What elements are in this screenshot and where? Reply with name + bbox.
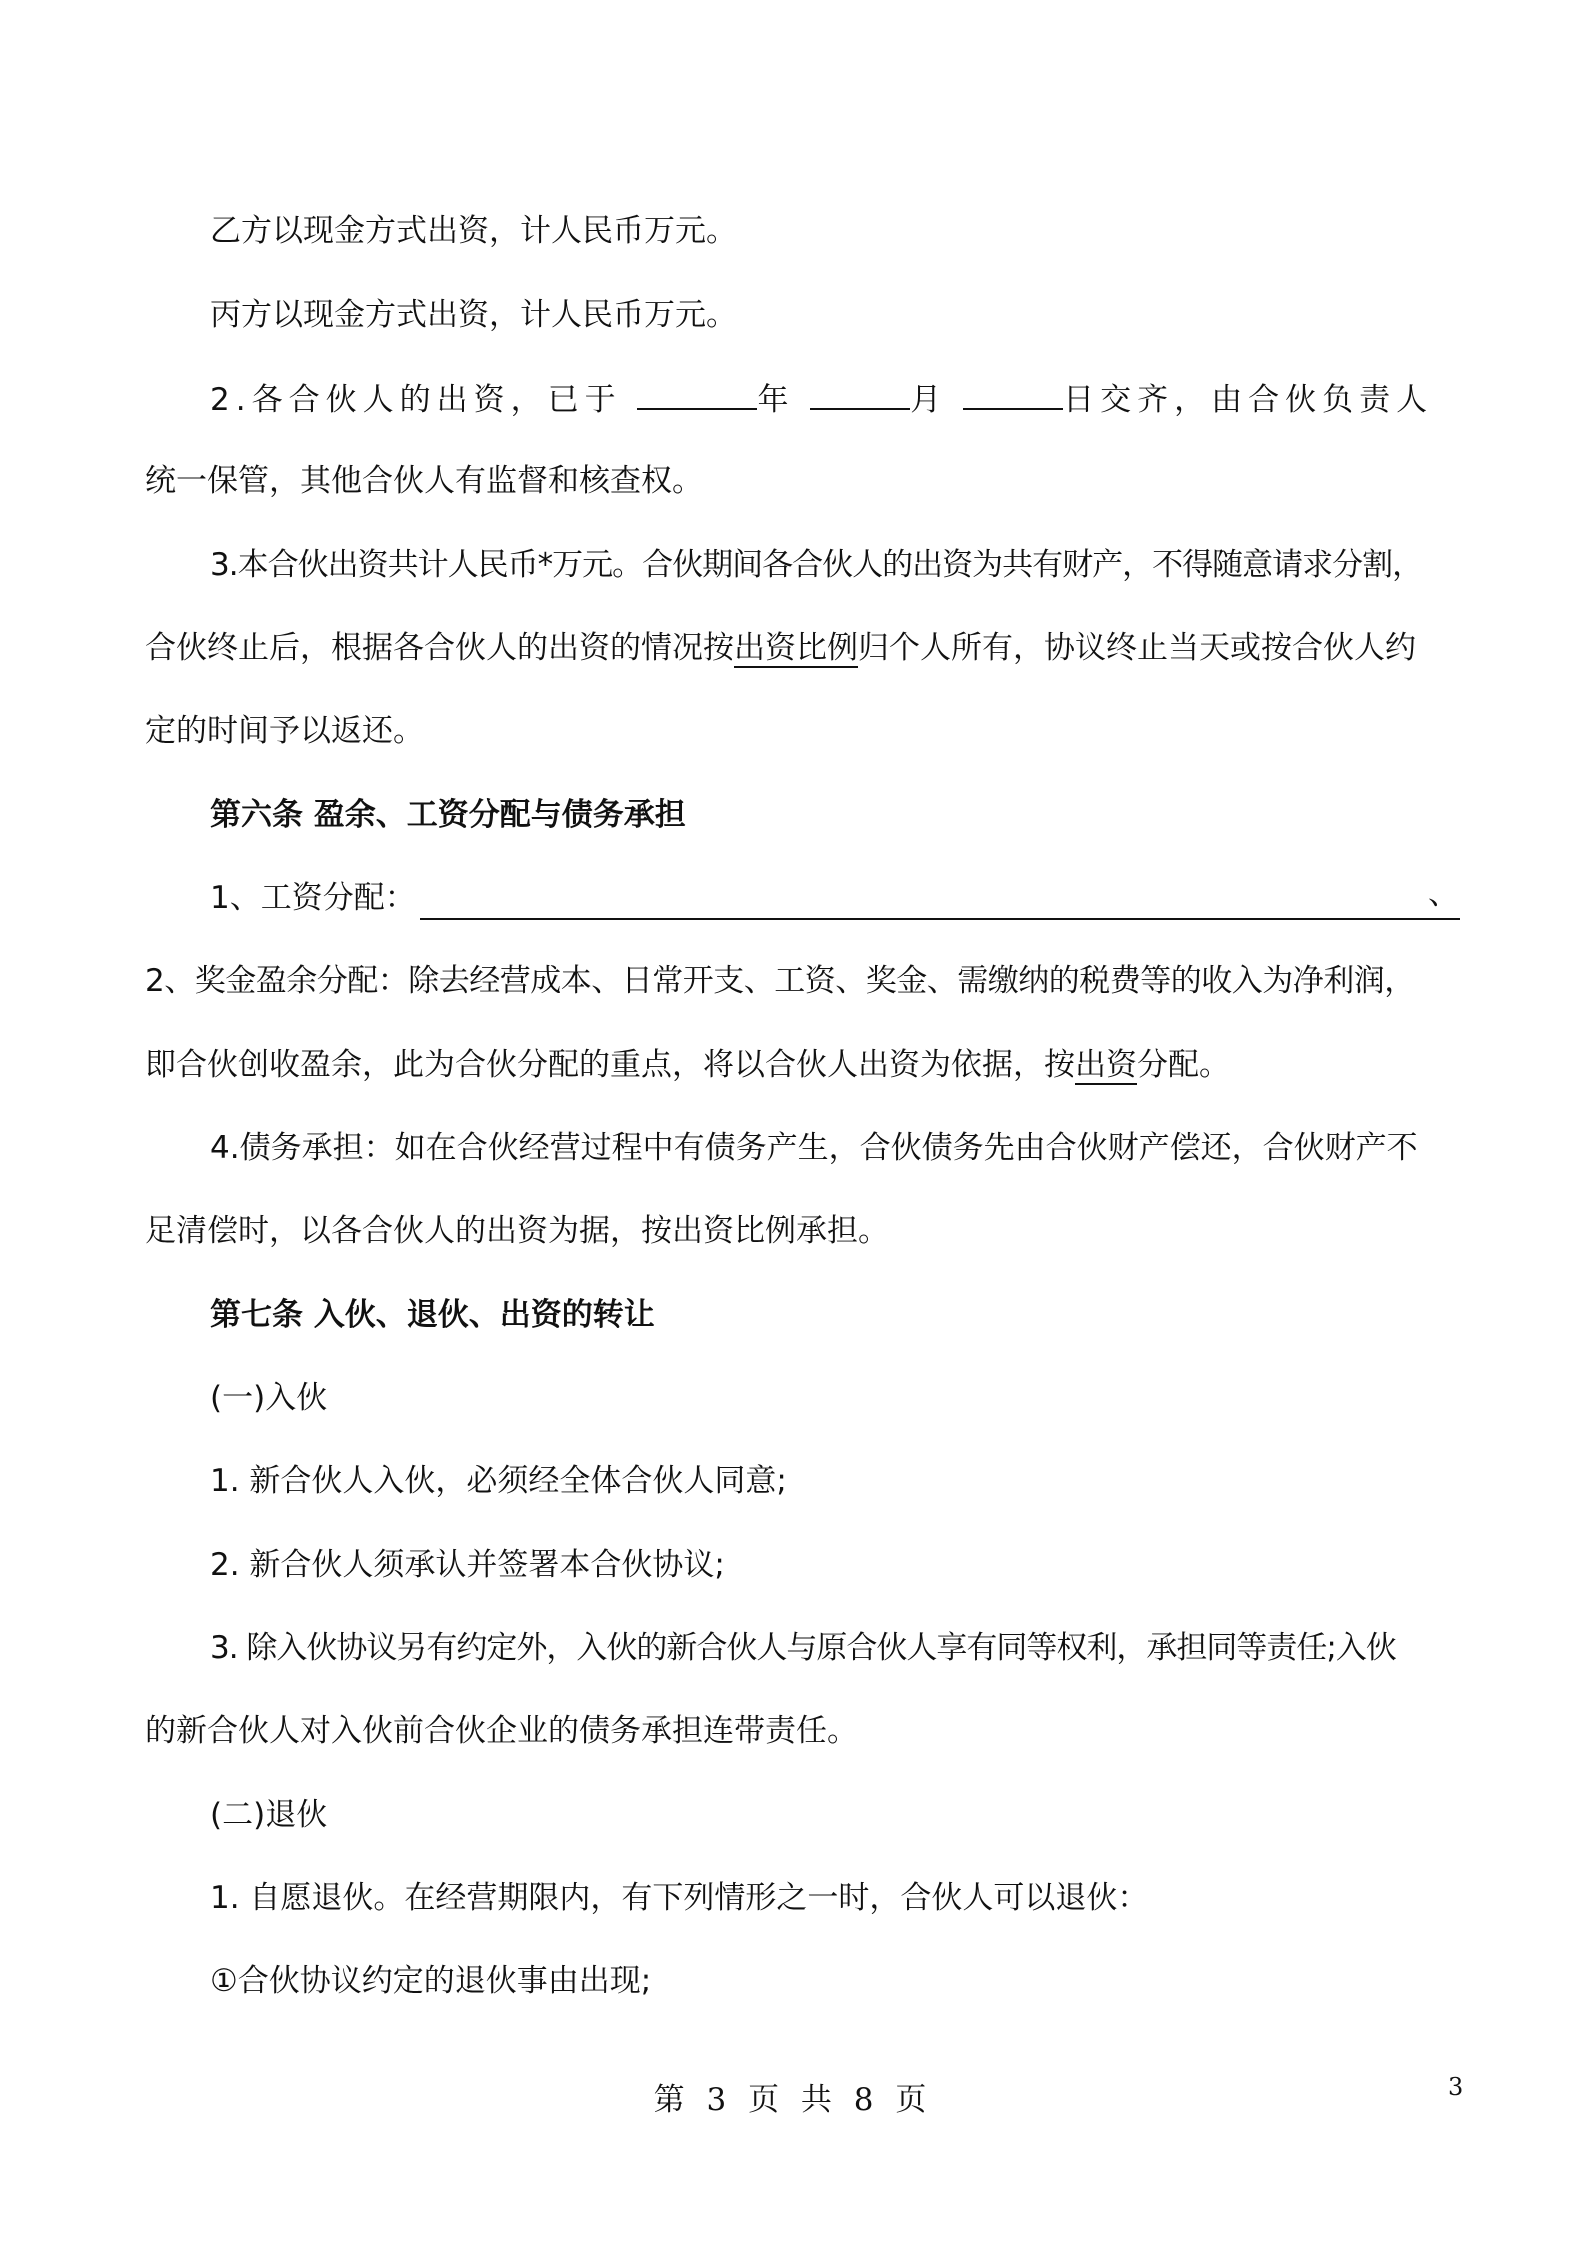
month-label: 月 — [910, 382, 948, 418]
list-item: ①合伙协议约定的退伙事由出现; — [210, 1963, 652, 1999]
wage-blank-line — [420, 918, 1460, 920]
section-heading: 第六条 盈余、工资分配与债务承担 — [210, 797, 686, 833]
month-blank — [810, 378, 910, 410]
delivery-line — [210, 378, 1472, 418]
paragraph-line: 的新合伙人对入伙前合伙企业的债务承担连带责任。 — [145, 1713, 858, 1749]
year-blank — [637, 378, 757, 410]
underlined-term: 出资 — [1075, 1047, 1137, 1083]
underlined-term: 出资比例 — [734, 630, 858, 666]
paragraph-line: 丙方以现金方式出资，计人民币万元。 — [210, 297, 737, 333]
paragraph-line — [145, 628, 1472, 668]
paragraph-line: 足清偿时，以各合伙人的出资为据，按出资比例承担。 — [145, 1213, 889, 1249]
section-heading: 第七条 入伙、退伙、出资的转让 — [210, 1297, 655, 1333]
text-run: 即合伙创收盈余，此为合伙分配的重点，将以合伙人出资为依据，按 — [145, 1047, 1075, 1083]
text-run: 分配。 — [1137, 1047, 1230, 1083]
paragraph-line: 4.债务承担：如在合伙经营过程中有债务产生，合伙债务先由合伙财产偿还，合伙财产不 — [210, 1130, 1418, 1166]
list-item: 3. 除入伙协议另有约定外，入伙的新合伙人与原合伙人享有同等权利，承担同等责任;入伙 — [210, 1630, 1396, 1666]
text-run: 归个人所有，协议终止当天或按合伙人约 — [858, 630, 1416, 666]
subsection-heading: (二)退伙 — [210, 1797, 328, 1833]
wage-mark: 、 — [1428, 876, 1459, 912]
paragraph-line: 定的时间予以返还。 — [145, 713, 424, 749]
year-label: 年 — [757, 382, 795, 418]
page-number: 3 — [1448, 2073, 1464, 2101]
day-blank — [963, 378, 1063, 410]
text-run: 合伙终止后，根据各合伙人的出资的情况按 — [145, 630, 734, 666]
list-item: 1. 自愿退伙。在经营期限内，有下列情形之一时，合伙人可以退伙： — [210, 1880, 1149, 1916]
day-suffix: 日交齐，由合伙负责人 — [1063, 382, 1434, 418]
paragraph-line: 2、奖金盈余分配：除去经营成本、日常开支、工资、奖金、需缴纳的税费等的收入为净利润， — [145, 963, 1415, 999]
paragraph-line: 统一保管，其他合伙人有监督和核查权。 — [145, 463, 703, 499]
paragraph-line: 3.本合伙出资共计人民币*万元。合伙期间各合伙人的出资为共有财产，不得随意请求分割， — [210, 547, 1423, 583]
list-item: 2. 新合伙人须承认并签署本合伙协议; — [210, 1547, 725, 1583]
paragraph-line: 乙方以现金方式出资，计人民币万元。 — [210, 213, 737, 249]
page-footer: 第 3 页 共 8 页 — [653, 2082, 933, 2118]
paragraph-line — [145, 1045, 1472, 1085]
list-item: 1. 新合伙人入伙，必须经全体合伙人同意; — [210, 1463, 787, 1499]
wage-label: 1、工资分配： — [210, 880, 416, 916]
subsection-heading: (一)入伙 — [210, 1380, 328, 1416]
delivery-prefix: 2.各合伙人的出资，已于 — [210, 382, 622, 418]
